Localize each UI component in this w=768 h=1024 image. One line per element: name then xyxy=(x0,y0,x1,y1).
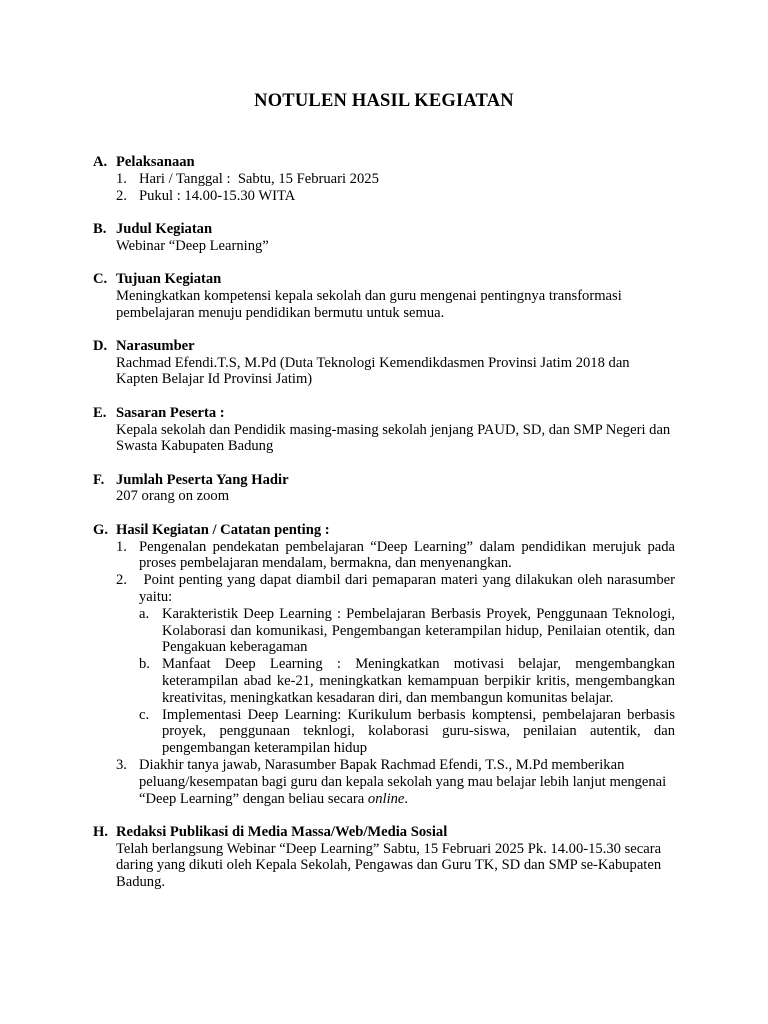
list-number: 2. xyxy=(116,187,127,204)
list-item-text-italic: online xyxy=(367,790,405,807)
section-heading-text: Redaksi Publikasi di Media Massa/Web/Media Sosial xyxy=(116,823,448,840)
section-body: Webinar “Deep Learning” xyxy=(116,237,269,254)
section-hasil-kegiatan xyxy=(93,521,679,808)
list-item xyxy=(116,171,675,188)
section-body: Meningkatkan kompetensi kepala sekolah dan guru mengenai pentingnya transformasi pembelajaran menuju pendidikan bermutu untuk semua. xyxy=(116,287,622,321)
section-heading xyxy=(93,472,675,489)
list-item-text: Pengenalan pendekatan pembelajaran “Deep Learning” dalam pendidikan merujuk pada proses pembelajaran mendalam, bermakna, dan menyenangkan. xyxy=(139,538,675,572)
section-heading xyxy=(93,221,675,238)
section-letter: E. xyxy=(93,404,107,421)
section-heading xyxy=(93,338,675,355)
list-number: 1. xyxy=(116,538,127,555)
section-heading xyxy=(93,405,675,422)
section-pelaksanaan xyxy=(93,154,675,204)
list-number: 3. xyxy=(116,756,127,773)
ordered-list xyxy=(93,171,675,205)
section-heading-text: Jumlah Peserta Yang Hadir xyxy=(116,471,289,488)
section-letter: B. xyxy=(93,220,107,237)
section-letter: C. xyxy=(93,270,108,287)
section-heading xyxy=(93,522,675,539)
sub-list-text: Karakteristik Deep Learning : Pembelajaran Berbasis Proyek, Penggunaan Teknologi, Kolaborasi dan komunikasi, Pengembangan keterampilan hidup, Penilaian otentik, dan Pengakuan keberagaman xyxy=(162,605,675,656)
section-heading xyxy=(93,824,675,841)
section-body: 207 orang on zoom xyxy=(116,488,230,505)
sub-list-text: Implementasi Deep Learning: Kurikulum berbasis komptensi, pembelajaran berbasis proyek, penggunaan teknlogi, kolaborasi guru-siswa, penilaian autentik, dan pengembangan keterampilan hidup xyxy=(162,706,675,757)
list-number: 2. xyxy=(116,572,127,589)
section-narasumber xyxy=(93,338,675,388)
list-item xyxy=(116,572,679,757)
sub-list-item xyxy=(139,656,675,706)
section-sasaran-peserta xyxy=(93,405,675,455)
section-redaksi-publikasi xyxy=(93,824,675,891)
section-list xyxy=(93,154,679,907)
section-heading-text: Narasumber xyxy=(116,337,195,354)
section-heading-text: Tujuan Kegiatan xyxy=(116,270,222,287)
sub-list-letter: b. xyxy=(139,656,150,673)
list-item-text-end: . xyxy=(404,790,409,807)
sub-list-item xyxy=(139,707,675,757)
section-letter: A. xyxy=(93,154,108,170)
section-heading-text: Hasil Kegiatan / Catatan penting : xyxy=(116,521,330,538)
list-item xyxy=(116,757,675,807)
list-item xyxy=(116,188,675,205)
section-body: Kepala sekolah dan Pendidik masing-masing sekolah jenjang PAUD, SD, dan SMP Negeri dan Swasta Kabupaten Badung xyxy=(116,421,671,455)
section-heading xyxy=(93,271,675,288)
list-item xyxy=(116,539,675,573)
section-letter: G. xyxy=(93,521,108,538)
section-heading xyxy=(93,154,675,171)
section-letter: H. xyxy=(93,823,108,840)
list-item-text xyxy=(139,757,675,807)
list-number: 1. xyxy=(116,170,127,187)
section-letter: F. xyxy=(93,471,105,488)
section-jumlah-peserta xyxy=(93,472,675,506)
list-item-text-main: Diakhir tanya jawab, Narasumber Bapak Rachmad Efendi, T.S., M.Pd memberikan peluang/kesempatan bagi guru dan kepala sekolah yang mau belajar lebih lanjut mengenai “Deep Learning” dengan beliau secara xyxy=(139,756,667,807)
sub-list-letter: c. xyxy=(139,706,150,723)
section-body: Telah berlangsung Webinar “Deep Learning” Sabtu, 15 Februari 2025 Pk. 14.00-15.30 secara daring yang dikuti oleh Kepala Sekolah, Pengawas dan Guru TK, SD dan SMP se-Kabupaten Badung. xyxy=(116,840,662,891)
ordered-list xyxy=(93,538,679,808)
section-heading-text: Sasaran Peserta : xyxy=(116,404,225,421)
section-tujuan-kegiatan xyxy=(93,271,675,321)
section-body: Rachmad Efendi.T.S, M.Pd (Duta Teknologi Kemendikdasmen Provinsi Jatim 2018 dan Kapten Belajar Id Provinsi Jatim) xyxy=(116,354,630,388)
section-heading-text: Pelaksanaan xyxy=(116,154,195,170)
section-letter: D. xyxy=(93,337,108,354)
sub-list-text: Manfaat Deep Learning : Meningkatkan motivasi belajar, mengembangkan keterampilan abad ke-21, meningkatkan kemampuan berpikir kritis, mengembangkan kreativitas, meningkatkan kesadaran diri, dan membangun komunitas belajar. xyxy=(162,656,675,706)
section-judul-kegiatan xyxy=(93,221,675,255)
list-item-text: Pukul : 14.00-15.30 WITA xyxy=(139,187,296,204)
sub-list-letter: a. xyxy=(139,605,150,622)
sub-list-item xyxy=(139,606,675,656)
document-title: NOTULEN HASIL KEGIATAN xyxy=(254,91,514,111)
list-item-text: Point penting yang dapat diambil dari pemaparan materi yang dilakukan oleh narasumber yaitu: xyxy=(139,572,679,605)
section-heading-text: Judul Kegiatan xyxy=(116,220,213,237)
list-item-text: Hari / Tanggal : Sabtu, 15 Februari 2025 xyxy=(139,170,379,187)
